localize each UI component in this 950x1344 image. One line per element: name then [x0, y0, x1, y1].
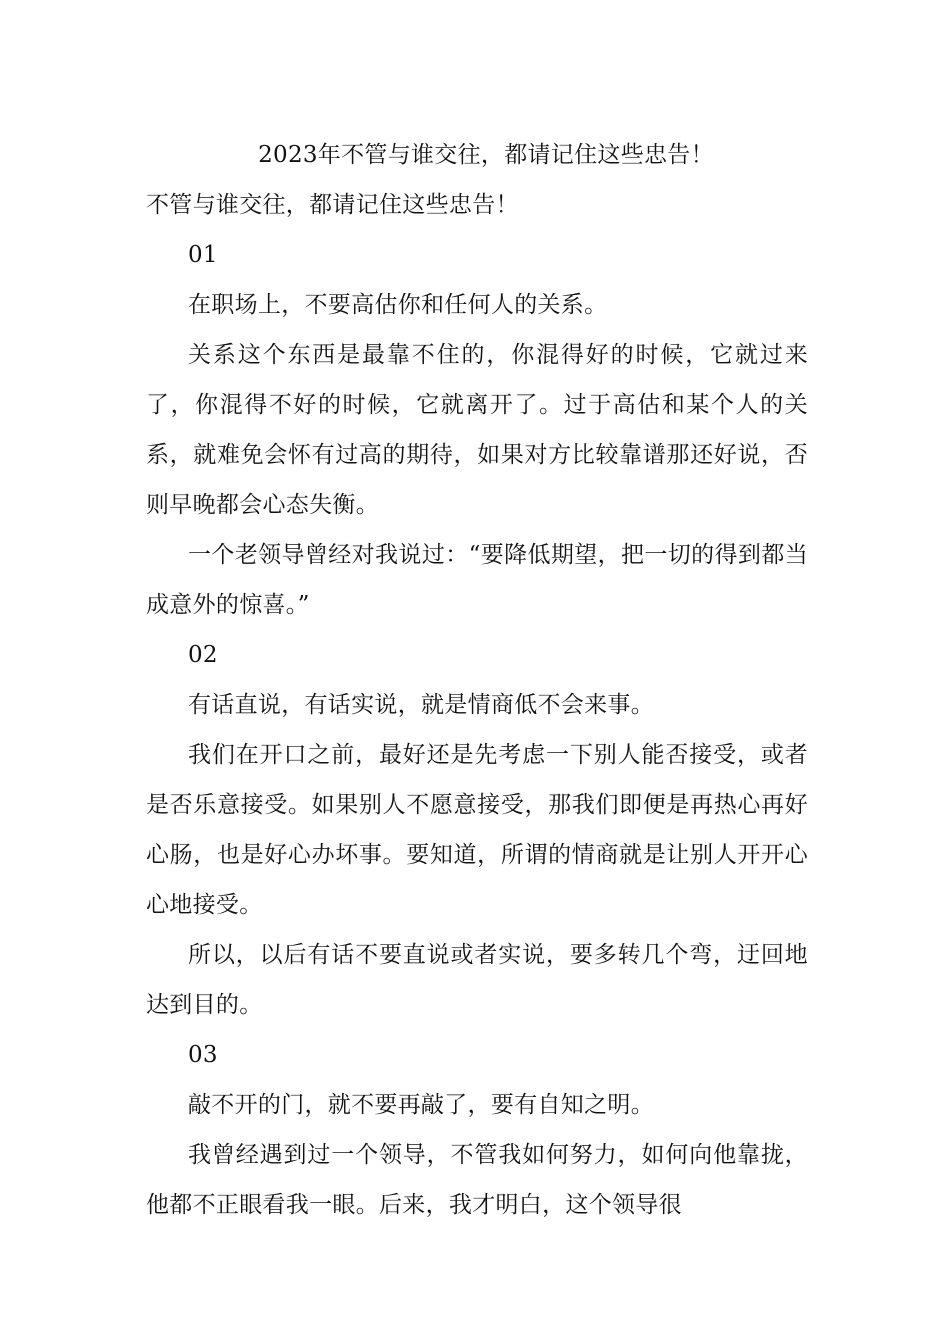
body-paragraph: 一个老领导曾经对我说过：“要降低期望，把一切的得到都当成意外的惊喜。”	[146, 542, 808, 618]
section-heading-02: 有话直说，有话实说，就是情商低不会来事。	[188, 692, 654, 718]
section-heading-03: 敲不开的门，就不要再敲了，要有自知之明。	[188, 1092, 654, 1118]
section-heading-01: 在职场上，不要高估你和任何人的关系。	[188, 292, 608, 318]
section-number-01: 01	[188, 242, 218, 268]
body-paragraph: 我曾经遇到过一个领导，不管我如何努力，如何向他靠拢，他都不正眼看我一眼。后来，我才明白，这个领导很	[146, 1142, 808, 1218]
section-number-03: 03	[188, 1042, 218, 1068]
document-subtitle: 不管与谁交往，都请记住这些忠告！	[146, 192, 519, 218]
document-title: 2023年不管与谁交往，都请记住这些忠告！	[258, 142, 714, 168]
section-number-02: 02	[188, 642, 218, 668]
document-body	[146, 130, 808, 1230]
body-paragraph: 我们在开口之前，最好还是先考虑一下别人能否接受，或者是否乐意接受。如果别人不愿意接受，那我们即便是再热心再好心肠，也是好心办坏事。要知道，所谓的情商就是让别人开开心心地接受。	[146, 742, 808, 918]
body-paragraph: 所以，以后有话不要直说或者实说，要多转几个弯，迂回地达到目的。	[146, 942, 808, 1018]
body-paragraph: 关系这个东西是最靠不住的，你混得好的时候，它就过来了，你混得不好的时候，它就离开了。过于高估和某个人的关系，就难免会怀有过高的期待，如果对方比较靠谱那还好说，否则早晚都会心态失衡。	[146, 342, 808, 518]
